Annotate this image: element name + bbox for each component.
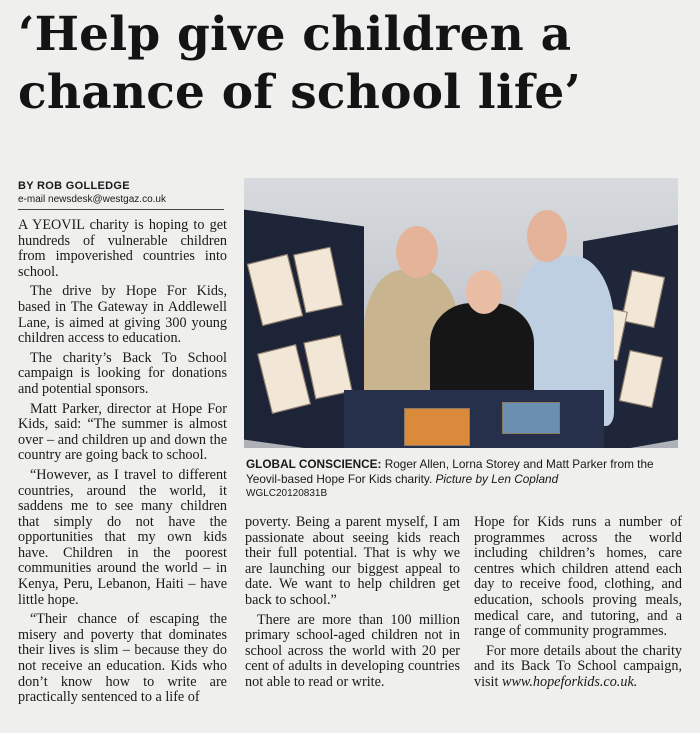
headline-line-2: chance of school life’ [18,65,581,120]
poster [502,402,560,434]
paragraph: A YEOVIL charity is hoping to get hundreds of vulnerable children from impoverished countries into school. [18,217,227,280]
photo-caption [246,457,682,487]
person-center-head [466,270,502,314]
paragraph: poverty. Being a parent myself, I am passionate about seeing kids reach their full potential. That is why we are launching our biggest appeal to date. We want to help children get back to school.” [245,514,460,608]
headline [18,6,688,122]
caption-label: GLOBAL CONSCIENCE: [246,457,382,471]
byline: BY ROB GOLLEDGE [18,180,130,192]
person-left-head [396,226,438,278]
website-link: www.hopeforkids.co.uk. [502,673,638,690]
paragraph: The charity’s Back To School campaign is looking for donations and potential sponsors. [18,349,227,397]
person-center [430,303,534,403]
caption-text: Roger Allen, Lorna Storey and Matt Parker from the Yeovil-based Hope For Kids charity. [246,457,654,486]
byline-email: e-mail newsdesk@westgaz.co.uk [18,194,166,205]
paragraph [474,644,682,691]
poster [404,408,470,446]
paragraph-text: For more details about the charity and its Back To School campaign, visit [474,642,682,690]
paragraph: The drive by Hope For Kids, based in The Gateway in Addlewell Lane, is aimed at giving 300 young children access to education. [18,283,227,347]
photo-code: WGLC20120831B [246,488,328,499]
paragraph: Matt Parker, director at Hope For Kids, said: “The summer is almost over – and children up and down the country are going back to school. [18,400,227,464]
caption-credit: Picture by Len Copland [435,472,559,486]
article-column-2 [245,515,460,695]
person-right-head [527,210,567,262]
article-column-1 [18,218,227,710]
paragraph: “Their chance of escaping the misery and poverty that dominates their lives is slim – because they do not receive an education. Kids who don’t know how to write are practically sentenced to a life of [18,611,227,706]
article-column-3 [474,515,682,695]
byline-divider [18,209,224,210]
paragraph: There are more than 100 million primary school-aged children not in school across the world with 20 per cent of adults in developing countries not able to read or write. [245,611,460,690]
headline-line-1: ‘Help give children a [18,7,572,62]
table [344,390,604,448]
paragraph: “However, as I travel to different countries, around the world, it saddens me to see many children that simply do not have the opportunities that my own kids have. Children in the poorest communities around the world – in Kenya, Peru, Lebanon, Haiti – have little hope. [18,466,227,608]
paragraph: Hope for Kids runs a number of programmes across the world including children’s homes, care centres which children attend each day to receive food, clothing, and education, schools proving meals, medical care, and tutoring, and a range of community programmes. [474,514,682,640]
article-photo [244,178,678,448]
